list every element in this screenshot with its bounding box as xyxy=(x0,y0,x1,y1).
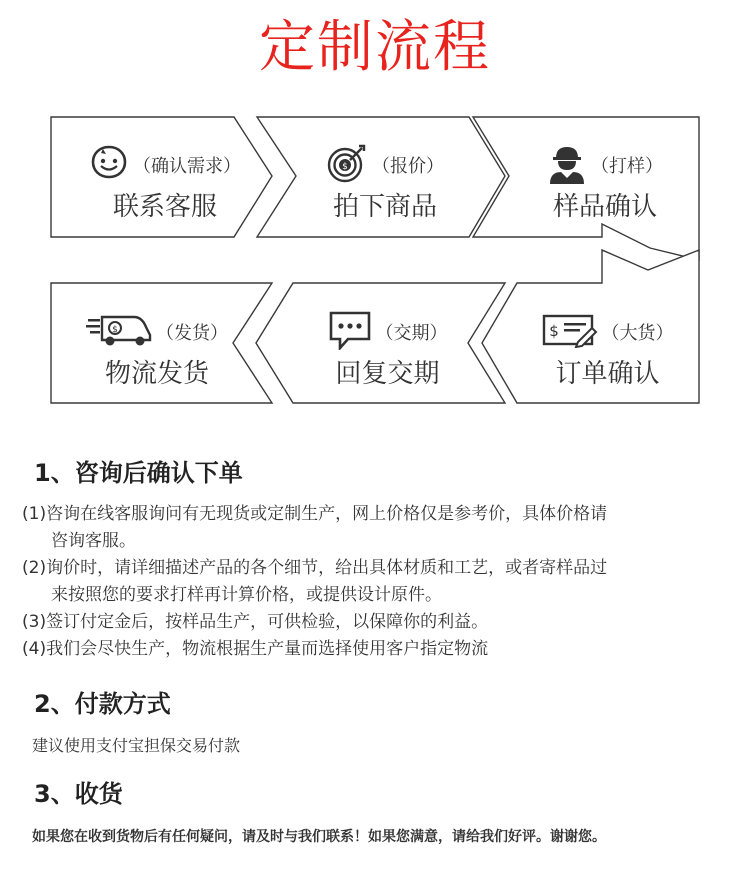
section-heading-receipt: 3、收货 xyxy=(34,780,123,808)
step-sub-label: （交期） xyxy=(375,323,448,344)
list-item-line: (3)签订付定金后，按样品生产，可供检验，以保障你的利益。 xyxy=(22,612,489,632)
step-sub-label: （大货） xyxy=(601,323,674,344)
list-item-line: (4)我们会尽快生产，物流根据生产量而选择使用客户指定物流 xyxy=(22,639,489,659)
flow-step-sample xyxy=(520,143,690,225)
list-item xyxy=(22,609,737,636)
step-main-label: 拍下商品 xyxy=(332,192,437,222)
flow-step-delivery-date xyxy=(295,310,480,392)
list-item xyxy=(22,636,737,663)
chat-bubble-icon xyxy=(328,310,372,354)
svg-text:$: $ xyxy=(548,322,559,340)
step-sub-label: （确认需求） xyxy=(133,156,241,177)
page-title: 定制流程 xyxy=(259,15,491,80)
delivery-truck-icon xyxy=(86,313,152,351)
flow-step-ship xyxy=(62,310,252,392)
list-item-continuation: 来按照您的要求打样再计算价格，或提供设计原件。 xyxy=(51,585,442,605)
list-item xyxy=(22,501,737,555)
list-item xyxy=(22,555,737,609)
order-steps-list xyxy=(22,501,737,663)
flow-step-quote xyxy=(295,143,475,225)
list-item-line: (1)咨询在线客服询问有无现货或定制生产，网上价格仅是参考价，具体价格请 xyxy=(22,504,608,524)
list-item-continuation: 咨询客服。 xyxy=(51,531,136,551)
payment-note: 建议使用支付宝担保交易付款 xyxy=(32,736,241,755)
step-main-label: 物流发货 xyxy=(104,359,209,389)
step-sub-label: （打样） xyxy=(591,156,663,177)
flow-step-contact xyxy=(70,143,260,225)
worker-helmet-icon xyxy=(547,142,587,188)
flow-step-order xyxy=(525,310,690,392)
step-sub-label: （发货） xyxy=(156,323,228,344)
section-heading-payment: 2、付款方式 xyxy=(34,690,171,718)
svg-text:$: $ xyxy=(112,325,118,335)
receipt-note: 如果您在收到货物后有任何疑问，请及时与我们联系！如果您满意，请给我们好评。谢谢您。 xyxy=(32,829,606,845)
section-heading-order: 1、咨询后确认下单 xyxy=(34,459,243,487)
payment-card-icon xyxy=(542,312,598,352)
step-main-label: 订单确认 xyxy=(555,359,660,389)
list-item-line: (2)询价时，请详细描述产品的各个细节，给出具体材质和工艺，或者寄样品过 xyxy=(22,558,608,578)
step-sub-label: （报价） xyxy=(372,156,444,177)
svg-text:$: $ xyxy=(342,162,348,172)
step-main-label: 联系客服 xyxy=(112,192,217,222)
target-dollar-icon xyxy=(326,142,368,188)
speech-smile-icon xyxy=(89,143,129,187)
step-main-label: 回复交期 xyxy=(335,359,440,389)
step-main-label: 样品确认 xyxy=(552,192,657,222)
